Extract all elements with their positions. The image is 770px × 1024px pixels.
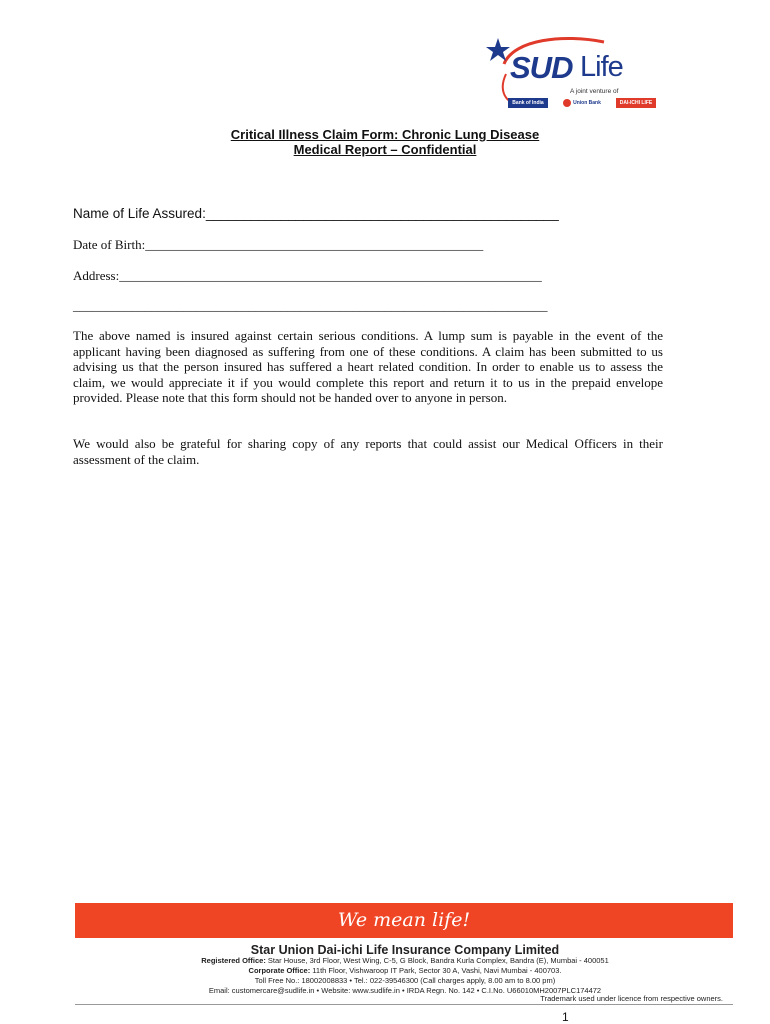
date-of-birth-field[interactable]: Date of Birth:____________________________________________________ bbox=[73, 237, 484, 252]
footer-toll-free: Toll Free No.: 18002008833 • Tel.: 022-39546300 (Call charges apply, 8.00 am to 8.00 pm) bbox=[254, 976, 556, 985]
form-subtitle: Medical Report – Confidential bbox=[293, 142, 477, 157]
address-field[interactable]: Address:_________________________________________________________________ bbox=[73, 268, 542, 283]
body-paragraph-2: We would also be grateful for sharing copy of any reports that could assist our Medical Officers in their assessment of the claim. bbox=[73, 436, 663, 467]
address-continuation-field[interactable]: _________________________________________________________________________ bbox=[73, 298, 548, 313]
footer-band bbox=[75, 903, 733, 938]
footer-divider bbox=[75, 1004, 733, 1005]
partner-union-bank: Union Bank bbox=[556, 98, 608, 108]
partner-bank-of-india: Bank of India bbox=[508, 98, 548, 108]
union-bank-icon bbox=[563, 99, 571, 107]
logo-joint-venture: A joint venture of bbox=[570, 88, 619, 95]
page-number: 1 bbox=[562, 1010, 569, 1024]
logo-brand-suffix: Life bbox=[580, 51, 623, 83]
body-paragraph-1: The above named is insured against certain serious conditions. A lump sum is payable in the event of the applicant having been diagnosed as suffering from one of these conditions. A claim has been submitted to us advising us that the person insured has suffered a heart related condition. In order to enable us to assess the claim, we would appreciate it if you would complete this report and return it to us in the prepaid envelope provided. Please note that this form should not be handed over to anyone in person. bbox=[73, 328, 663, 405]
form-title: Critical Illness Claim Form: Chronic Lung Disease bbox=[230, 127, 540, 142]
footer-contact: Email: customercare@sudlife.in • Website: www.sudlife.in • IRDA Regn. No. 142 • C.I.No. U66010MH2007PLC174472 bbox=[208, 986, 602, 995]
footer-corporate-office: Corporate Office: 11th Floor, Vishwaroop IT Park, Sector 30 A, Vashi, Navi Mumbai - 400703. bbox=[248, 966, 562, 975]
logo-brand: SUD bbox=[510, 50, 573, 85]
footer-trademark: Trademark used under licence from respective owners. bbox=[540, 994, 723, 1003]
footer-tagline: We mean life! bbox=[337, 909, 471, 931]
sud-life-logo bbox=[484, 34, 664, 114]
partner-dai-ichi: DAI-ICHI LIFE bbox=[616, 98, 656, 108]
footer-registered-office: Registered Office: Star House, 3rd Floor, West Wing, C-5, G Block, Bandra Kurla Complex, Bandra (E), Mumbai - 400051 bbox=[201, 956, 609, 965]
footer-company-name: Star Union Dai-ichi Life Insurance Company Limited bbox=[250, 943, 560, 957]
name-of-life-assured-field[interactable]: Name of Life Assured:_______________________________________________ bbox=[73, 206, 559, 221]
